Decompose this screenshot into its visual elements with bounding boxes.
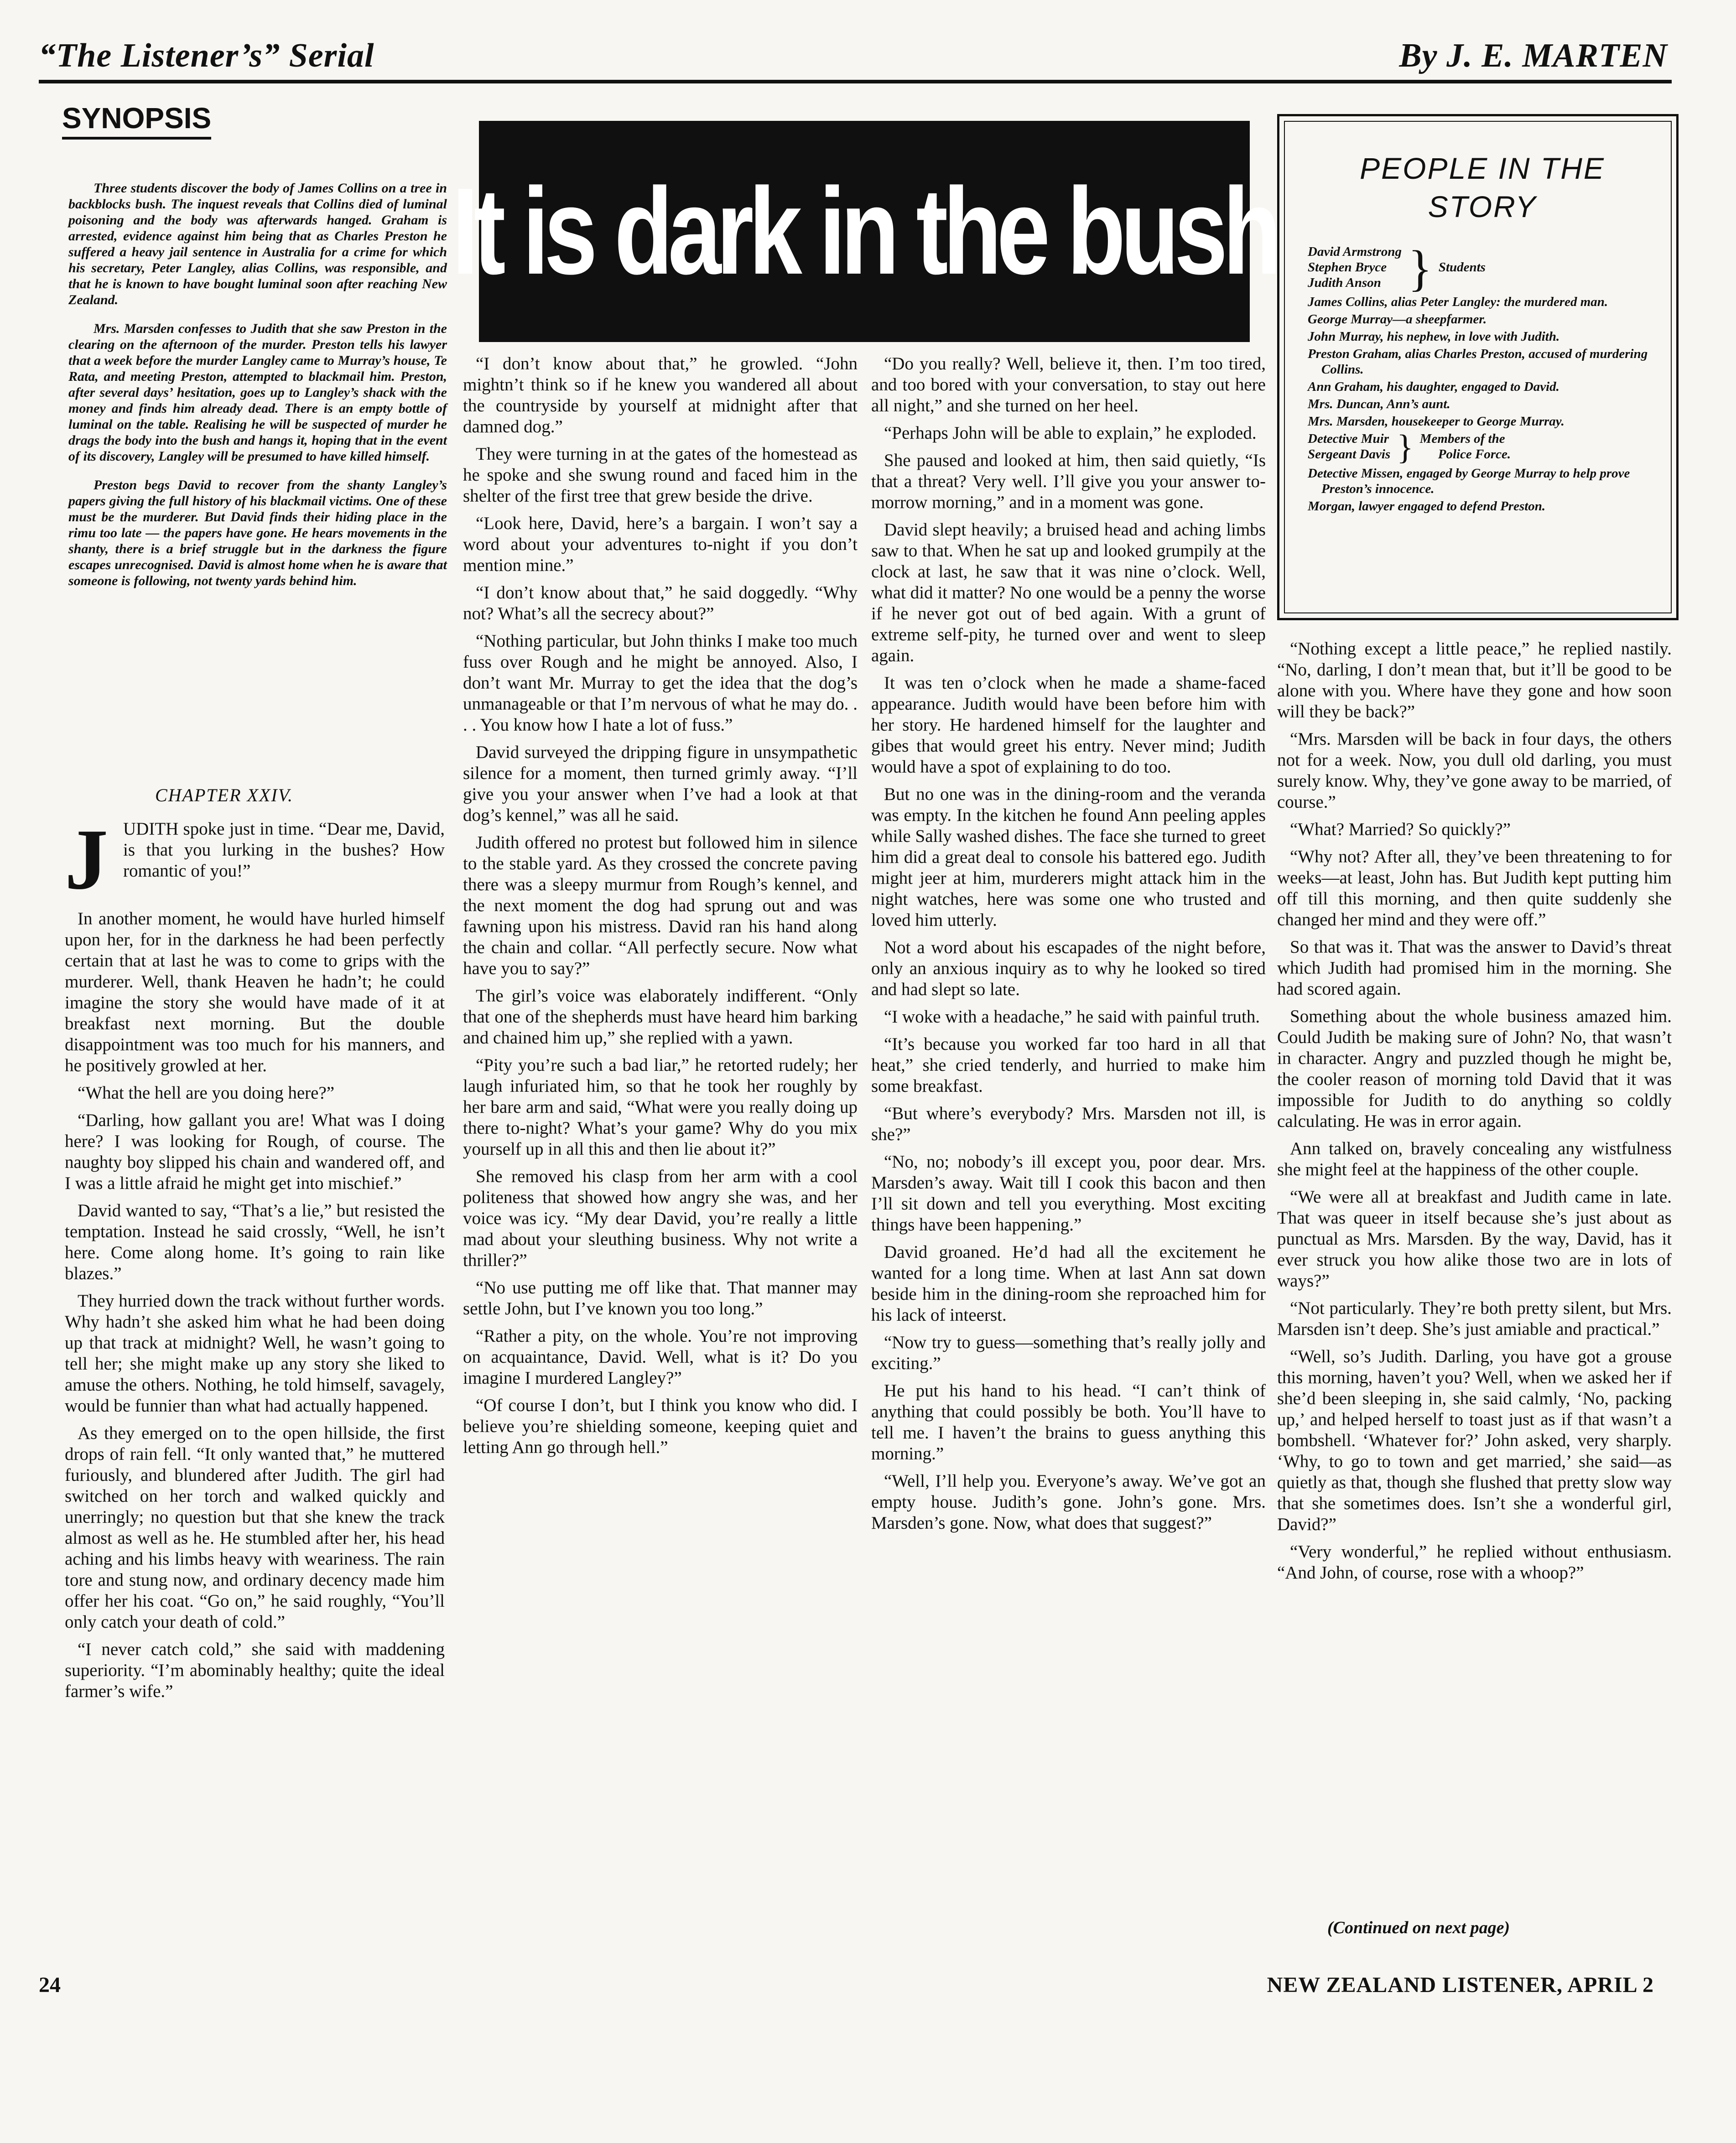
paragraph: “Do you really? Well, believe it, then. I’m too tired, and too bored with your conversation, to stay out here all night,” and she turned on her heel. — [871, 354, 1266, 415]
text-column-1 — [65, 908, 445, 1708]
cast-entry: James Collins, alias Peter Langley: the murdered man. — [1308, 295, 1608, 309]
paragraph: “No use putting me off like that. That manner may settle John, but I’ve known you too long.” — [463, 1278, 858, 1318]
paragraph: David wanted to say, “That’s a lie,” but resisted the temptation. Instead he said crossly, “Well, he isn’t here. Come along home. It’s going to rain like blazes.” — [65, 1201, 445, 1283]
serial-heading: “The Listener’s” Serial — [39, 37, 374, 74]
story-title: It is dark in the bush — [452, 162, 1277, 300]
cast-entry: Detective Missen, engaged by George Murray to help prove Preston’s innocence. — [1308, 466, 1630, 496]
paragraph: “I woke with a headache,” he said with painful truth. — [884, 1007, 1260, 1027]
paragraph: It was ten o’clock when he made a shame-faced appearance. Judith would have been before him with her story. He hardened himself for the laughter and gibes that would greet his entry. Never mind; Judith would have a spot of explaining to do too. — [871, 673, 1266, 777]
cast-entry: Preston Graham, alias Charles Preston, accused of murdering Collins. — [1308, 347, 1648, 377]
paragraph: “I don’t know about that,” he said doggedly. “Why not? What’s all the secrecy about?” — [463, 583, 858, 623]
paragraph: The girl’s voice was elaborately indifferent. “Only that one of the shepherds must have heard him barking and chained him up,” she replied with a yawn. — [463, 986, 858, 1048]
author-byline: By J. E. MARTEN — [1399, 37, 1668, 74]
people-heading-line-2: STORY — [1428, 190, 1537, 223]
opening-paragraph: UDITH spoke just in time. “Dear me, David, is that you lurking in the bushes? How romantic of you!” — [123, 819, 445, 881]
text-column-2 — [463, 353, 858, 1464]
paragraph: “I don’t know about that,” he growled. “John mightn’t think so if he knew you wandered all about the countryside by yourself at midnight after that damned dog.” — [463, 354, 858, 436]
paragraph: “Why not? After all, they’ve been threatening to for weeks—at least, John has. But Judith kept putting him off till this morning, and then quite suddenly she changed her mind and they were off.” — [1277, 847, 1672, 929]
people-heading-line-1: PEOPLE IN THE — [1360, 151, 1605, 185]
cast-entry: Judith Anson — [1308, 275, 1381, 290]
paragraph: They were turning in at the gates of the homestead as he spoke and she swung round and faced him in the shelter of the first tree that grew beside the drive. — [463, 444, 858, 506]
paragraph: “What? Married? So quickly?” — [1290, 820, 1511, 839]
people-heading — [1308, 149, 1657, 226]
police-group — [1308, 428, 1657, 467]
police-label: Police Force. — [1438, 447, 1511, 462]
paragraph: Ann talked on, bravely concealing any wistfulness she might feel at the happiness of the other couple. — [1277, 1139, 1672, 1179]
paragraph: “Darling, how gallant you are! What was I doing here? I was looking for Rough, of course. The naughty boy slipped his chain and wandered off, and I was a little afraid he might get into mischief.” — [65, 1110, 445, 1193]
chapter-heading: CHAPTER XXIV. — [155, 785, 294, 805]
cast-entry: Ann Graham, his daughter, engaged to David. — [1308, 379, 1559, 394]
cast-entry: John Murray, his nephew, in love with Judith. — [1308, 329, 1560, 344]
header-rule — [39, 80, 1672, 83]
synopsis-text — [68, 180, 447, 602]
paragraph: “Nothing except a little peace,” he replied nastily. “No, darling, I don’t mean that, but it’ll be good to be alone with you. Where have they gone and how soon will they be back?” — [1277, 639, 1672, 721]
brace-icon: } — [1408, 240, 1432, 296]
students-group — [1308, 240, 1657, 296]
paragraph: “We were all at breakfast and Judith came in late. That was queer in itself because she’s just about as punctual as Mrs. Marsden. By the way, David, has it ever struck you how alike those two are in lots of ways?” — [1277, 1187, 1672, 1291]
brace-icon: } — [1397, 428, 1414, 467]
cast-entry: Stephen Bryce — [1308, 260, 1387, 275]
police-label: Members of the — [1419, 431, 1505, 446]
paragraph: He put his hand to his head. “I can’t think of anything that could possibly be both. You’ll have to tell me. I haven’t the brains to guess anything this morning.” — [871, 1381, 1266, 1463]
paragraph: “No, no; nobody’s ill except you, poor dear. Mrs. Marsden’s away. Wait till I cook this bacon and then I’ll sit down and tell you everything. Most exciting things have been happening.” — [871, 1152, 1266, 1235]
paragraph: “I never catch cold,” she said with maddening superiority. “I’m abominably healthy; quite the ideal farmer’s wife.” — [65, 1640, 445, 1701]
paragraph: “Well, so’s Judith. Darling, you have got a grouse this morning, haven’t you? Well, when we asked her if she’d been sleeping in, she said calmly, ‘No, packing up,’ and helped herself to toast just as if that wasn’t a bombshell. ‘Whatever for?’ John asked, very sharply. ‘Why, to go to town and get married,’ she said—as quietly as that, though she flushed that pretty slow way that she sometimes does. Isn’t she a wonderful girl, David?” — [1277, 1347, 1672, 1534]
paragraph: “Rather a pity, on the whole. You’re not improving on acquaintance, David. Well, what is it? Do you imagine I murdered Langley?” — [463, 1326, 858, 1388]
paragraph: “Of course I don’t, but I think you know who did. I believe you’re shielding someone, keeping quiet and letting Ann go through hell.” — [463, 1396, 858, 1457]
drop-cap: J — [65, 812, 108, 908]
paragraph: “Pity you’re such a bad liar,” he retorted rudely; her laugh infuriated him, so that he took her roughly by her bare arm and said, “What were you really doing up there to-night? What’s your game? Why do you mix yourself up in all this and then lie about it?” — [463, 1055, 858, 1159]
paragraph: “Very wonderful,” he replied without enthusiasm. “And John, of course, rose with a whoop?” — [1277, 1542, 1672, 1583]
paragraph: So that was it. That was the answer to David’s threat which Judith had promised him in the morning. She had scored again. — [1277, 937, 1672, 999]
paragraph: But no one was in the dining-room and the veranda was empty. In the kitchen he found Ann peeling apples while Sally washed dishes. The face she turned to greet him did a great deal to console his battered ego. Judith might jeer at him, murderers might attack him in the night watches, here was some one who trusted and loved him utterly. — [871, 784, 1266, 930]
text-column-4 — [1277, 638, 1672, 1590]
paragraph: As they emerged on to the open hillside, the first drops of rain fell. “It only wanted that,” he muttered furiously, and blundered after Judith. The girl had switched on her torch and walked quickly and unerringly; no question but that she knew the track almost as well as he. He stumbled after her, his head aching and his limbs heavy with weariness. The rain tore and stung now, and ordinary decency made him offer her his coat. “Go on,” he said roughly, “You’ll only catch your death of cold.” — [65, 1423, 445, 1632]
cast-entry: Mrs. Duncan, Ann’s aunt. — [1308, 397, 1450, 411]
paragraph: She paused and looked at him, then said quietly, “Is that a threat? Very well. I’ll give you your answer to-morrow morning,” and in a moment was gone. — [871, 451, 1266, 512]
paragraph: “Now try to guess—something that’s really jolly and exciting.” — [871, 1333, 1266, 1373]
synopsis-paragraph: Preston begs David to recover from the shanty Langley’s papers giving the full history of his blackmail victims. One of these must be the murderer. But David finds their hiding place in the rimu too late — the papers have gone. He hears movements in the shanty, there is a brief struggle but in the darkness the figure escapes unrecognised. David is almost home when he is aware that someone is following, not twenty yards behind him. — [68, 477, 447, 588]
text-column-3 — [871, 353, 1266, 1540]
paragraph: They hurried down the track without further words. Why hadn’t she asked him what he had been doing up that track at midnight? Well, he wasn’t going to tell her; she might make up any story she liked to amuse the others. Nothing, he told himself, savagely, would be funnier than what had actually happened. — [65, 1291, 445, 1416]
cast-entry: David Armstrong — [1308, 244, 1402, 259]
cast-list — [1308, 240, 1657, 514]
story-title-banner — [452, 121, 1277, 342]
paragraph: “It’s because you worked far too hard in all that heat,” she cried tenderly, and hurried to make him some breakfast. — [871, 1034, 1266, 1096]
paragraph: David groaned. He’d had all the excitement he wanted for a long time. When at last Ann sat down beside him in the dining-room she reproached him for his lack of inteerst. — [871, 1242, 1266, 1325]
paragraph: In another moment, he would have hurled himself upon her, for in the darkness he had been perfectly certain that at last he was to come to grips with the murderer. Well, thank Heaven he hadn’t; he could imagine the story she would have made of it at breakfast next morning. But the double disappointment was too much for his manners, and he positively growled at her. — [65, 909, 445, 1075]
paragraph: Judith offered no protest but followed him in silence to the stable yard. As they crossed the concrete paving there was a sleepy murmur from Rough’s kennel, and the next moment the dog had sprung out and was fawning upon his mistress. David ran his hand along the chain and collar. “All perfectly secure. Now what have you to say?” — [463, 833, 858, 978]
students-label: Students — [1438, 260, 1486, 275]
paragraph: “But where’s everybody? Mrs. Marsden not ill, is she?” — [871, 1104, 1266, 1144]
paragraph: David surveyed the dripping figure in unsympathetic silence for a moment, then turned grimly away. “I’ll give you your answer when I’ve had a look at that dog’s kennel,” was all he said. — [463, 742, 858, 825]
paragraph: Not a word about his escapades of the night before, only an anxious inquiry as to why he looked so tired and had slept so late. — [871, 938, 1266, 999]
paragraph: She removed his clasp from her arm with a cool politeness that showed how angry she was, and her voice was icy. “My dear David, you’re really a little mad about your sleuthing business. Why not write a thriller?” — [463, 1167, 858, 1270]
cast-entry: Mrs. Marsden, housekeeper to George Murray. — [1308, 414, 1564, 429]
page-number: 24 — [39, 1973, 61, 1997]
paragraph: “What the hell are you doing here?” — [78, 1083, 335, 1103]
paragraph: David slept heavily; a bruised head and aching limbs saw to that. When he sat up and looked grumpily at the clock at last, he saw that it was nine o’clock. Well, what did it matter? No one would be a penny the worse if he never got out of bed again. With a grunt of extreme self-pity, he turned over and went to sleep again. — [871, 520, 1266, 665]
paragraph: “Nothing particular, but John thinks I make too much fuss over Rough and he might be annoyed. Also, I don’t want Mr. Murray to get the idea that the dog’s unmanageable or that I’m nervous of what he may do. . . . You know how I hate a lot of fuss.” — [463, 631, 858, 735]
cast-entry: Detective Muir — [1308, 431, 1389, 446]
synopsis-paragraph: Mrs. Marsden confesses to Judith that she saw Preston in the clearing on the afternoon of the murder. Preston tells his lawyer that a week before the murder Langley came to Murray’s house, Te Rata, and meeting Preston, attempted to blackmail him. Preston, after several days’ hesitation, goes up to Langley’s shack with the money and finds him already dead. There is an empty bottle of luminal on the table. Realising he will be suspected of murder he drags the body into the bush and hangs it, hoping that in the event of its discovery, Langley will be presumed to have killed himself. — [68, 321, 447, 464]
cast-entry: Sergeant Davis — [1308, 447, 1391, 462]
synopsis-heading: SYNOPSIS — [62, 101, 211, 140]
continued-note: (Continued on next page) — [1327, 1918, 1510, 1937]
people-in-the-story-box — [1277, 114, 1679, 620]
paragraph: “Not particularly. They’re both pretty silent, but Mrs. Marsden isn’t deep. She’s just amiable and practical.” — [1277, 1298, 1672, 1339]
paragraph: “Perhaps John will be able to explain,” he exploded. — [884, 423, 1257, 443]
paragraph: “Well, I’ll help you. Everyone’s away. We’ve got an empty house. Judith’s gone. John’s gone. Mrs. Marsden’s gone. Now, what does that suggest?” — [871, 1471, 1266, 1533]
paragraph: “Look here, David, here’s a bargain. I won’t say a word about your adventures to-night if you don’t mention mine.” — [463, 514, 858, 575]
publication-footer: NEW ZEALAND LISTENER, APRIL 2 — [1267, 1973, 1654, 1997]
cast-entry: Morgan, lawyer engaged to defend Preston. — [1308, 499, 1546, 514]
paragraph: Something about the whole business amazed him. Could Judith be making sure of John? No, that wasn’t in character. Angry and puzzled though he might be, the cooler reason of morning told David that it was impossible for Judith to do anything so coldly calculating. He was in error again. — [1277, 1007, 1672, 1131]
synopsis-paragraph: Three students discover the body of James Collins on a tree in backblocks bush. The inquest reveals that Collins died of luminal poisoning and the body was afterwards hanged. Graham is arrested, evidence against him being that as Charles Preston he suffered a heavy jail sentence in Australia for a crime for which his secretary, Peter Langley, alias Collins, was responsible, and that he is known to have bought luminal soon after reaching New Zealand. — [68, 181, 447, 307]
paragraph: “Mrs. Marsden will be back in four days, the others not for a week. Now, you dull old darling, you must surely know. Why, they’ve gone away to be married, of course.” — [1277, 729, 1672, 812]
cast-entry: George Murray—a sheepfarmer. — [1308, 312, 1487, 327]
